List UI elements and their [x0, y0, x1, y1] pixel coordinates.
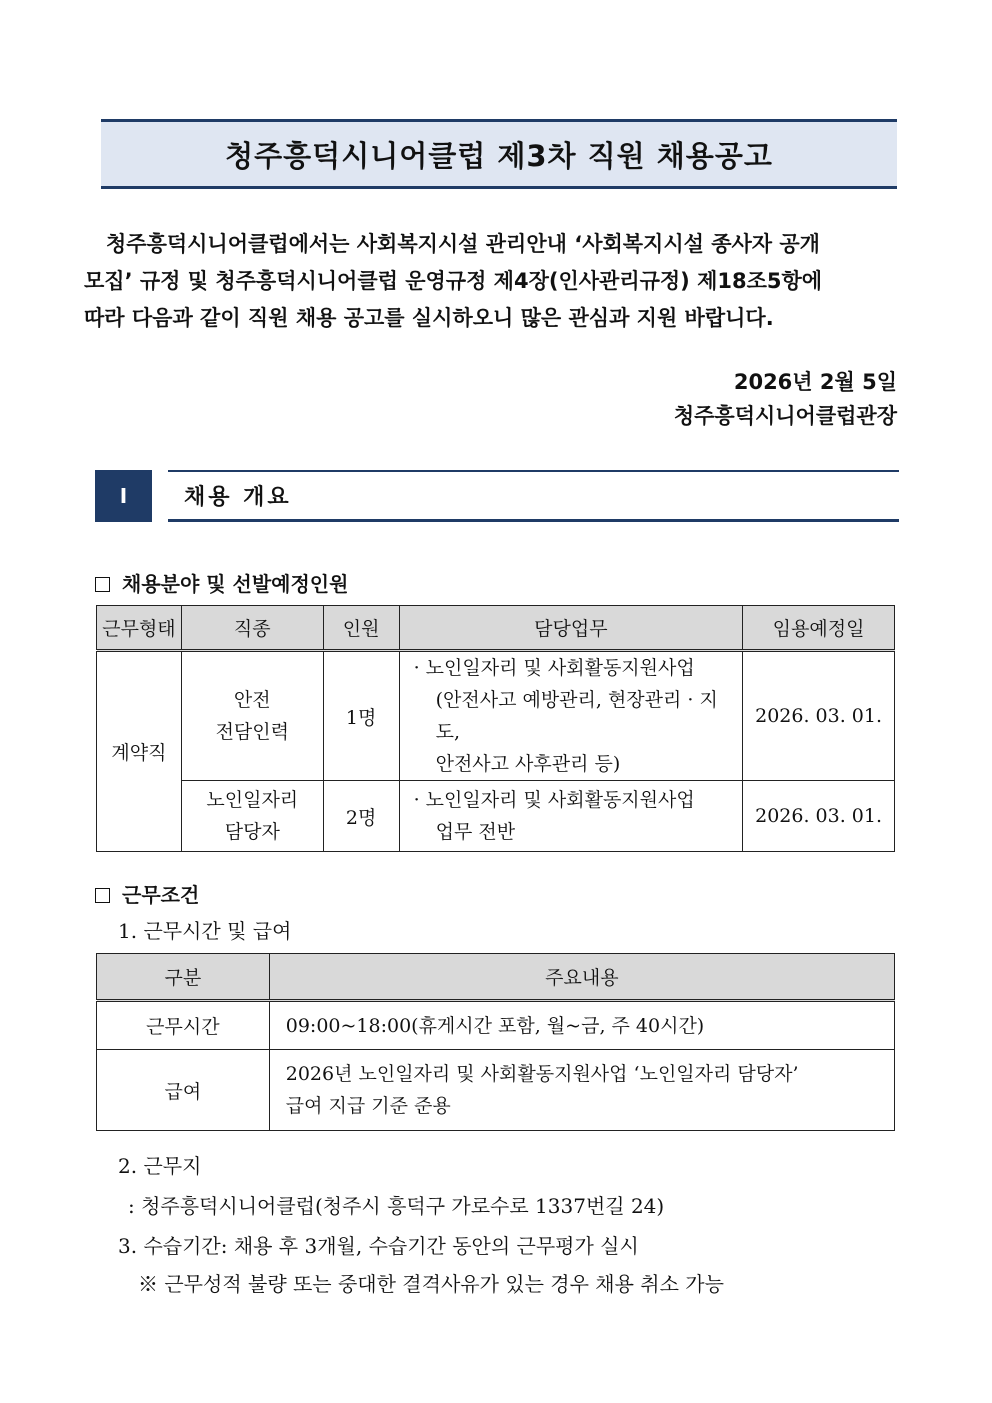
- intro-paragraph: [84, 226, 898, 337]
- conditions-heading: 근무조건: [95, 879, 199, 908]
- section-title: 채용 개요: [184, 485, 292, 510]
- date-cell: 2026. 03. 01.: [743, 651, 895, 781]
- conditions-item-1: 1. 근무시간 및 급여: [118, 919, 292, 943]
- header-count: 인원: [323, 606, 399, 651]
- date-cell: 2026. 03. 01.: [743, 781, 895, 852]
- notice-date: 2026년 2월 5일: [733, 370, 897, 394]
- intro-line-2: 모집’ 규정 및 청주흥덕시니어클럽 운영규정 제4장(인사관리규정) 제18조5항에: [84, 269, 823, 293]
- header-content: 주요내용: [269, 954, 894, 1001]
- count-cell: 2명: [323, 781, 399, 852]
- intro-line-3: 따라 다음과 같이 직원 채용 공고를 실시하오니 많은 관심과 지원 바랍니다.: [84, 306, 774, 330]
- content-cell: 09:00~18:00(휴게시간 포함, 월~금, 주 40시간): [269, 1001, 894, 1050]
- recruit-table: [96, 605, 895, 852]
- page-title: 청주흥덕시니어클럽 제3차 직원 채용공고: [225, 138, 773, 173]
- header-duty: 담당업무: [399, 606, 743, 651]
- category-cell: 급여: [97, 1050, 270, 1131]
- table-row: [97, 1001, 895, 1050]
- conditions-item-2: 2. 근무지: [118, 1154, 202, 1178]
- section-number: I: [95, 470, 152, 522]
- table-row: [97, 1050, 895, 1131]
- category-cell: 근무시간: [97, 1001, 270, 1050]
- title-box: [101, 119, 897, 189]
- content-cell: 2026년 노인일자리 및 사회활동지원사업 ‘노인일자리 담당자’ 급여 지급 기준 준용: [269, 1050, 894, 1131]
- section-heading: [168, 470, 899, 522]
- job-cell: 노인일자리 담당자: [181, 781, 323, 852]
- work-type-cell: 계약직: [97, 651, 182, 852]
- conditions-item-3: 3. 수습기간: 채용 후 3개월, 수습기간 동안의 근무평가 실시: [118, 1234, 639, 1258]
- table-header-row: [97, 954, 895, 1001]
- table-row: [97, 781, 895, 852]
- table-row: [97, 651, 895, 781]
- square-bullet-icon: [95, 888, 110, 903]
- header-work-type: 근무형태: [97, 606, 182, 651]
- header-job: 직종: [181, 606, 323, 651]
- probation-note: ※ 근무성적 불량 또는 중대한 결격사유가 있는 경우 채용 취소 가능: [138, 1272, 724, 1296]
- intro-line-1: 청주흥덕시니어클럽에서는 사회복지시설 관리안내 ‘사회복지시설 종사자 공개: [106, 232, 820, 256]
- square-bullet-icon: [95, 577, 110, 592]
- header-category: 구분: [97, 954, 270, 1001]
- job-cell: 안전 전담인력: [181, 651, 323, 781]
- count-cell: 1명: [323, 651, 399, 781]
- workplace-detail: : 청주흥덕시니어클럽(청주시 흥덕구 가로수로 1337번길 24): [128, 1194, 665, 1218]
- table-header-row: [97, 606, 895, 651]
- header-date: 임용예정일: [743, 606, 895, 651]
- recruit-heading: 채용분야 및 선발예정인원: [95, 568, 348, 597]
- duty-cell: · 노인일자리 및 사회활동지원사업 업무 전반: [399, 781, 743, 852]
- duty-cell: · 노인일자리 및 사회활동지원사업 (안전사고 예방관리, 현장관리 · 지도, 안전사고 사후관리 등): [399, 651, 743, 781]
- conditions-table: [96, 953, 895, 1131]
- notice-signer: 청주흥덕시니어클럽관장: [673, 404, 897, 428]
